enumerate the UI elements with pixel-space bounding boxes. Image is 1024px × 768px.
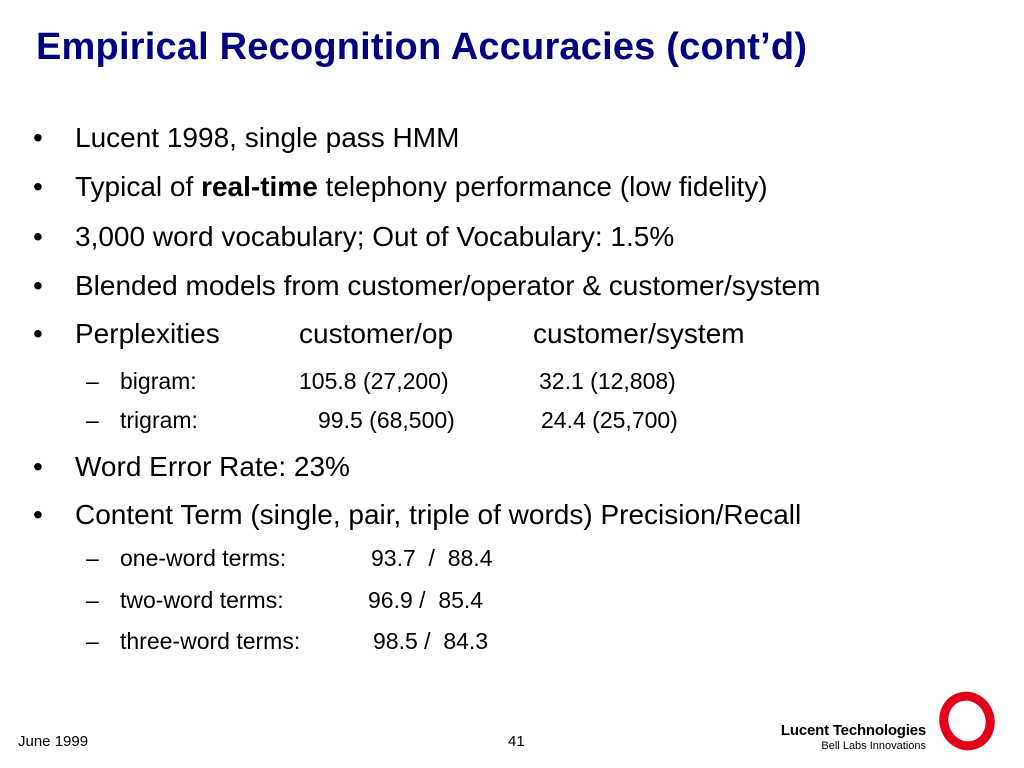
footer-page-number: 41 — [508, 733, 525, 750]
logo-tagline: Bell Labs Innovations — [821, 740, 926, 752]
lucent-ring-icon — [934, 688, 1000, 754]
dash-marker: – — [86, 587, 99, 613]
bullet-marker: • — [33, 451, 43, 482]
bullet-text-post: telephony performance (low fidelity) — [317, 171, 768, 202]
bullet-text: Word Error Rate: 23% — [75, 451, 350, 482]
lucent-logo-text — [781, 722, 926, 752]
perplexities-col2-header: customer/system — [533, 318, 745, 349]
bullet-marker: • — [33, 171, 43, 202]
footer-date: June 1999 — [18, 733, 89, 750]
perplexity-row-label: trigram: — [120, 407, 198, 433]
logo-name: Lucent Technologies — [780, 722, 926, 739]
dash-marker: – — [86, 407, 99, 433]
bullet-marker: • — [33, 499, 43, 530]
term-row-values: 93.7 / 88.4 — [371, 545, 493, 571]
perplexities-col1-header: customer/op — [299, 318, 454, 349]
bullet-text-pre: Typical of — [75, 171, 202, 202]
perplexity-row-col1: 105.8 (27,200) — [299, 368, 449, 394]
perplexities-label: Perplexities — [75, 318, 220, 349]
bullet-text: 3,000 word vocabulary; Out of Vocabulary: 1.5% — [75, 221, 675, 252]
dash-marker: – — [86, 545, 99, 571]
term-row-label: two-word terms: — [120, 587, 284, 613]
bullet-marker: • — [33, 221, 43, 252]
term-row-values: 96.9 / 85.4 — [368, 587, 484, 613]
dash-marker: – — [86, 628, 99, 654]
bullet-text — [75, 171, 768, 203]
perplexity-row-col1: 99.5 (68,500) — [318, 407, 455, 433]
slide-title: Empirical Recognition Accuracies (cont’d) — [36, 26, 808, 68]
bullet-text: Lucent 1998, single pass HMM — [75, 122, 460, 153]
dash-marker: – — [86, 368, 99, 394]
bullet-text: Blended models from customer/operator & customer/system — [75, 270, 821, 301]
perplexity-row-col2: 24.4 (25,700) — [541, 407, 678, 433]
perplexity-row-col2: 32.1 (12,808) — [539, 368, 676, 394]
bullet-marker: • — [33, 270, 43, 301]
perplexity-row-label: bigram: — [120, 368, 197, 394]
term-row-label: three-word terms: — [120, 628, 301, 654]
term-row-values: 98.5 / 84.3 — [373, 628, 489, 654]
bullet-text: Content Term (single, pair, triple of words) Precision/Recall — [75, 499, 802, 530]
bullet-marker: • — [33, 318, 43, 349]
bullet-text-bold: real-time — [201, 171, 318, 202]
term-row-label: one-word terms: — [120, 545, 287, 571]
bullet-marker: • — [33, 122, 43, 153]
